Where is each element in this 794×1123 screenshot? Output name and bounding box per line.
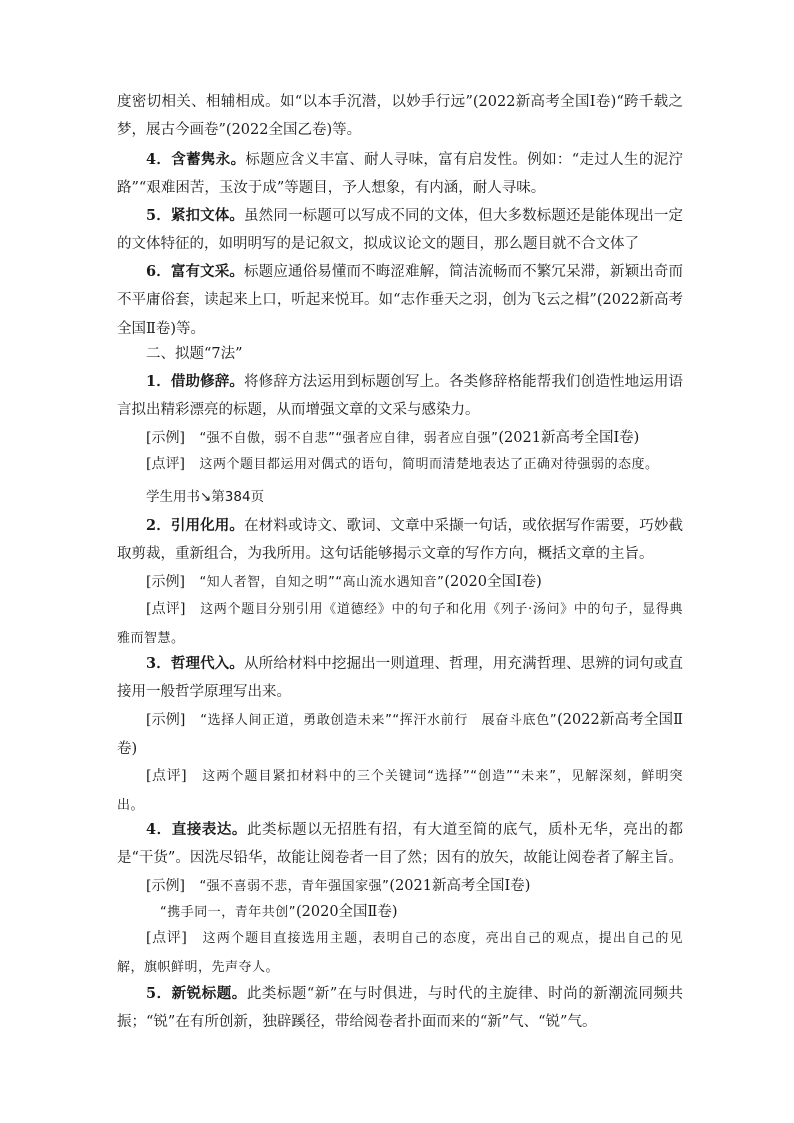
example-quote: [示例] “知人者智，自知之明”“高山流水遇知音”(2020全国Ⅰ卷) [146, 574, 542, 590]
comment-direct: [点评] 这两个题目直接选用主题，表明自己的态度，亮出自己的观点，提出自己的见解，旗帜鲜明，先声夺人。 [117, 930, 683, 976]
paragraph-literary: 6．富有文采。标题应通俗易懂而不晦涩难解，简洁流畅而不繁冗呆滞，新颖出奇而不平庸俗套，读起来上口，听起来悦耳。如“志作垂天之羽，创为飞云之楫”(2022新高考全国Ⅱ卷)等。 [117, 263, 683, 337]
example-direct-1: [示例] “强不喜弱不悲，青年强国家强”(2021新高考全国Ⅰ卷) [146, 878, 531, 894]
example-philosophy: [示例] “选择人间正道，勇敢创造未来”“挥汗水前行 展奋斗底色”(2022新高考全国Ⅱ卷) [117, 712, 683, 758]
example-rhetoric: [示例] “强不自傲，弱不自悲”“强者应自律，弱者应自强”(2021新高考全国Ⅰ卷) [146, 430, 640, 446]
comment-philosophy: [点评] 这两个题目紧扣材料中的三个关键词“选择”“创造”“未来”，见解深刻，鲜明突出。 [117, 768, 683, 814]
method-philosophy: 3．哲理代入。从所给材料中挖掘出一则道理、哲理，用充满哲理、思辨的词句或直接用一般哲学原理写出来。 [117, 655, 683, 701]
method-quote: 2．引用化用。在材料或诗文、歌词、文章中采撷一句话，或依据写作需要，巧妙截取剪裁，重新组合，为我所用。这句话能够揭示文章的写作方向，概括文章的主旨。 [117, 517, 683, 563]
paragraph-implicit: 4．含蓄隽永。标题应含义丰富、耐人寻味，富有启发性。例如：“走过人生的泥泞路”“艰难困苦，玉汝于成”等题目，予人想象，有内涵，耐人寻味。 [117, 151, 683, 197]
paragraph-genre: 5．紧扣文体。虽然同一标题可以写成不同的文体，但大多数标题还是能体现出一定的文体特征的，如明明写的是记叙文，拟成议论文的题目，那么题目就不合文体了 [117, 207, 683, 253]
example-direct-2: “携手同一，青年共创”(2020全国Ⅱ卷) [160, 904, 398, 920]
method-rhetoric: 1．借助修辞。将修辞方法运用到标题创写上。各类修辞格能帮我们创造性地运用语言拟出精彩漂亮的标题，从而增强文章的文采与感染力。 [117, 373, 683, 419]
section-heading: 二、拟题“7法” [146, 346, 243, 362]
page-reference: 学生用书↘第384页 [146, 489, 265, 505]
comment-quote: [点评] 这两个题目分别引用《道德经》中的句子和化用《列子·汤问》中的句子，显得典雅而智慧。 [117, 601, 683, 647]
paragraph-continuation: 度密切相关、相辅相成。如“以本手沉潜，以妙手行远”(2022新高考全国Ⅰ卷)“跨千载之梦，展古今画卷”(2022全国乙卷)等。 [117, 94, 683, 139]
method-direct: 4．直接表达。此类标题以无招胜有招，有大道至简的底气，质朴无华，亮出的都是“干货”。因洗尽铅华，故能让阅卷者一目了然；因有的放矢，故能让阅卷者了解主旨。 [117, 821, 684, 867]
method-innovative: 5．新锐标题。此类标题“新”在与时俱进，与时代的主旋律、时尚的新潮流同频共振；“锐”在有所创新，独辟蹊径，带给阅卷者扑面而来的“新”气、“锐”气。 [117, 985, 684, 1031]
comment-rhetoric: [点评] 这两个题目都运用对偶式的语句，简明而清楚地表达了正确对待强弱的态度。 [146, 456, 659, 472]
